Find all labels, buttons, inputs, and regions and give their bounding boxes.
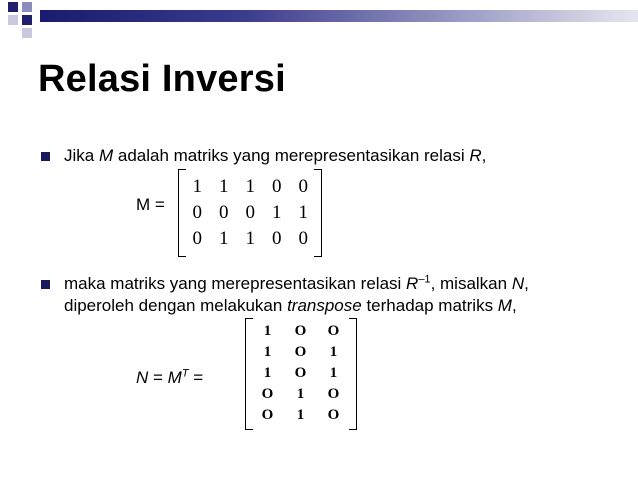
matrix-cell: 1	[329, 365, 338, 381]
matrix-n-label: $N = M^T$ =	[136, 367, 204, 387]
header-decoration-bar	[40, 10, 638, 22]
bullet-icon	[41, 152, 50, 161]
decoration-square	[22, 15, 32, 25]
matrix-cell: 0	[245, 202, 255, 223]
matrix-cell: 0	[298, 176, 308, 197]
matrix-cell: 1	[219, 176, 229, 197]
matrix-cell: 0	[272, 176, 282, 197]
matrix-row	[184, 200, 317, 226]
matrix-row	[184, 174, 317, 200]
matrix-right-bracket	[349, 318, 357, 430]
matrix-cell: 1	[219, 228, 229, 249]
matrix-row	[251, 321, 350, 342]
matrix-m-label: M =	[136, 195, 165, 214]
decoration-square	[22, 2, 32, 12]
matrix-cell: O	[261, 407, 274, 423]
matrix-cell: 1	[296, 386, 305, 402]
matrix-cell: 0	[272, 228, 282, 249]
matrix-cell: O	[327, 407, 340, 423]
matrix-row	[251, 342, 350, 363]
matrix-cell: 1	[245, 176, 255, 197]
decoration-square	[22, 28, 32, 38]
matrix-cell: 1	[329, 344, 338, 360]
matrix-cell: 0	[298, 228, 308, 249]
matrix-row	[251, 405, 350, 426]
matrix-cell: 0	[192, 202, 202, 223]
matrix-row	[251, 363, 350, 384]
matrix-cell: O	[294, 365, 307, 381]
matrix-cell: 1	[263, 344, 272, 360]
matrix-cell: 1	[192, 176, 202, 197]
matrix-row	[184, 226, 317, 252]
matrix-cell: 1	[263, 323, 272, 339]
matrix-n	[245, 318, 357, 430]
matrix-cell: O	[327, 323, 340, 339]
matrix-cell: 0	[219, 202, 229, 223]
matrix-cell: O	[261, 386, 274, 402]
decoration-square	[8, 2, 18, 12]
bullet-text-1: Jika M adalah matriks yang merepresentasikan relasi R,	[64, 146, 487, 165]
matrix-row	[251, 384, 350, 405]
matrix-cell: 1	[263, 365, 272, 381]
bullet-text-2: maka matriks yang merepresentasikan relasi $R^{-1}$, misalkan N, diperoleh dengan melakukan transpose terhadap matriks M,	[64, 273, 529, 315]
matrix-cell: O	[327, 386, 340, 402]
bullet-icon	[41, 280, 50, 289]
matrix-m	[178, 169, 322, 257]
matrix-cell: O	[294, 323, 307, 339]
matrix-cell: O	[294, 344, 307, 360]
matrix-cell: 1	[298, 202, 308, 223]
matrix-cell: 0	[192, 228, 202, 249]
matrix-cell: 1	[272, 202, 282, 223]
matrix-cell: 1	[245, 228, 255, 249]
matrix-cell: 1	[296, 407, 305, 423]
slide-title: Relasi Inversi	[38, 58, 286, 100]
decoration-square	[8, 15, 18, 25]
